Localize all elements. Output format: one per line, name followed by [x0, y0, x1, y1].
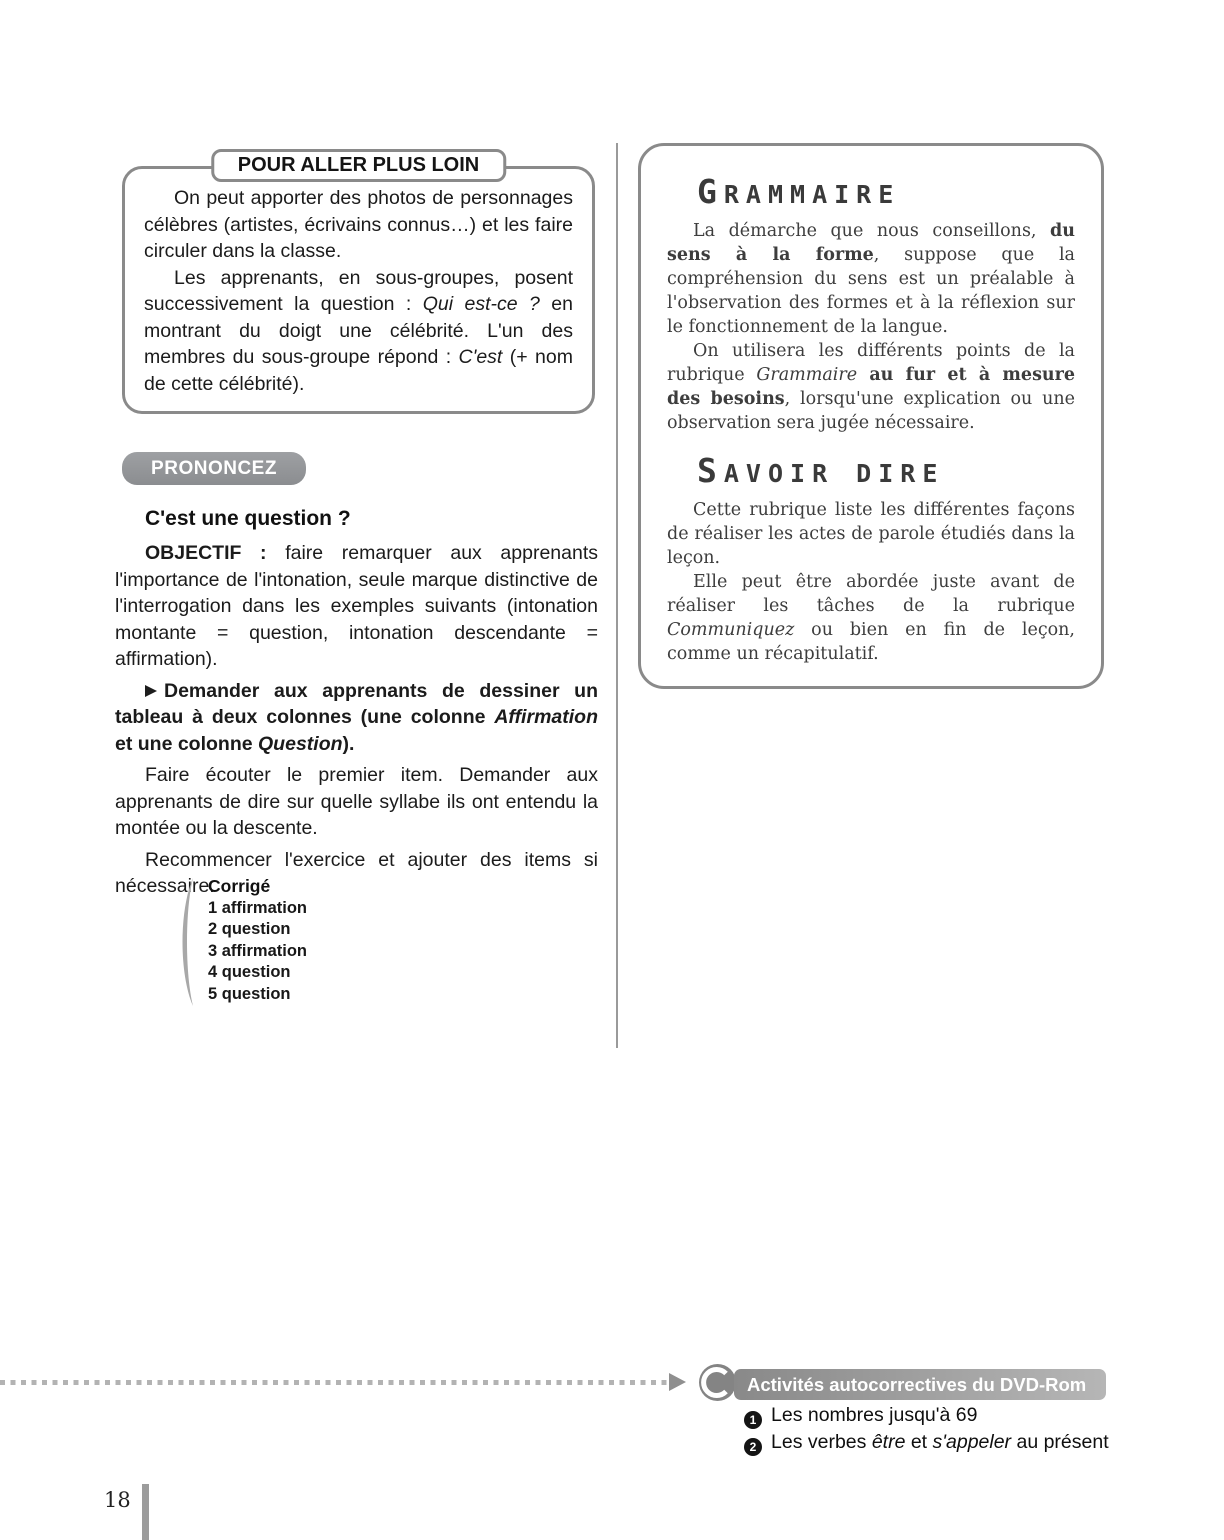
text-run-bold: Demander aux apprenants de dessiner un tableau à deux colonnes (une colonne: [115, 679, 598, 728]
objectif-label: OBJECTIF :: [145, 542, 267, 564]
text-run-bold: ).: [342, 732, 355, 755]
callout-paragraph-1: [144, 185, 573, 265]
objectif-paragraph: [115, 540, 598, 673]
heading-rest: RAMMAIRE: [723, 180, 901, 209]
dvd-activities-banner: Activités autocorrectives du DVD-Rom: [734, 1369, 1106, 1400]
grammaire-savoir-dire-box: [638, 143, 1104, 689]
corrige-swash-icon: [176, 876, 200, 1008]
page-number: 18: [104, 1488, 131, 1512]
corrige-block: [176, 876, 307, 1008]
text-run-italic: être: [871, 1431, 906, 1453]
paragraph-faire-ecouter: [115, 762, 598, 842]
heading-rest: AVOIR DIRE: [723, 459, 945, 488]
savoir-dire-paragraph-2: [667, 570, 1075, 666]
prononcez-badge: PRONONCEZ: [122, 452, 306, 485]
grammaire-heading: [697, 172, 1075, 211]
leader-arrow-icon: [669, 1373, 686, 1391]
text-run-italic: Communiquez: [667, 620, 795, 640]
text-run-bold-italic: Affirmation: [494, 706, 598, 728]
corrige-item: 2 question: [208, 920, 291, 938]
callout-paragraph-2: [144, 265, 573, 398]
text-run-bold: et une colonne: [115, 732, 259, 755]
text-run: Les apprenants, en sous-groupes, posent successivement la question :: [144, 266, 573, 315]
dotted-leader-line: [0, 1380, 668, 1385]
text-run: et: [905, 1431, 933, 1453]
arrow-bullet-icon: [145, 685, 157, 697]
dvd-activity-item: [744, 1431, 1109, 1456]
text-run-italic: C'est: [458, 346, 503, 368]
dvd-disc-icon: [698, 1363, 737, 1402]
corrige-item: 1 affirmation: [208, 898, 308, 917]
text-run-italic: Grammaire: [756, 365, 858, 385]
text-run: Elle peut être abordée juste avant de réaliser les tâches de la rubrique: [667, 572, 1075, 616]
pour-aller-plus-loin-box: [122, 154, 595, 414]
text-run: Les nombres jusqu'à 69: [771, 1404, 978, 1426]
text-run-bold: du sens à la forme: [667, 221, 1075, 265]
corrige-item: 4 question: [208, 963, 291, 981]
text-run: faire remarquer aux apprenants l'importance de l'intonation, seule marque distinctive de l'interrogation dans les exemples suivants (intonation montante = question, intonation descendante = affirmation).: [115, 542, 598, 670]
savoir-dire-paragraph-1: [667, 498, 1075, 570]
grammaire-paragraph-2: [667, 339, 1075, 435]
corrige-item: 3 affirmation: [208, 941, 308, 960]
grammaire-paragraph-1: [667, 219, 1075, 339]
corrige-title: Corrigé: [208, 876, 271, 896]
text-run: , lorsqu'une explication ou une observation sera jugée nécessaire.: [667, 389, 1075, 433]
callout-title: POUR ALLER PLUS LOIN: [211, 149, 506, 182]
text-run: Cette rubrique liste les différentes façons de réaliser les actes de parole étudiés dans la leçon.: [667, 500, 1075, 568]
dvd-activity-item: [744, 1404, 977, 1429]
text-run: en montrant du doigt une célébrité. L'un des membres du sous-groupe répond :: [144, 293, 573, 368]
text-run-italic: s'appeler: [932, 1431, 1012, 1453]
text-run: La démarche que nous conseillons,: [693, 221, 1051, 241]
page-number-bar: [142, 1484, 149, 1540]
text-run: , suppose que la compréhension du sens est un préalable à l'observation des formes et à la réflexion sur le fonctionnement de la langue.: [667, 245, 1075, 337]
text-run-italic: Qui est-ce ?: [422, 293, 540, 315]
heading-initial: G: [697, 172, 724, 211]
text-run: ou bien en fin de leçon, comme un récapitulatif.: [667, 620, 1075, 664]
savoir-dire-heading: [697, 451, 1075, 490]
column-divider: [616, 143, 618, 1048]
left-main-text: [115, 540, 598, 900]
text-run: Les verbes: [771, 1431, 872, 1453]
section-title: C'est une question ?: [145, 507, 351, 530]
numbered-bullet-icon: 2: [744, 1438, 762, 1456]
text-run: On utilisera les différents points de la rubrique: [667, 341, 1075, 385]
text-run-bold: au fur et à mesure des besoins: [667, 365, 1075, 409]
text-run: Faire écouter le premier item. Demander aux apprenants de dire sur quelle syllabe ils ont entendu la montée ou la descente.: [115, 764, 598, 839]
text-run: Recommencer l'exercice et ajouter des items si nécessaire.: [115, 848, 598, 897]
text-run: (+ nom de cette célébrité).: [144, 346, 573, 395]
task-paragraph: [115, 678, 598, 758]
numbered-bullet-icon: 1: [744, 1411, 762, 1429]
text-run: au présent: [1011, 1431, 1109, 1453]
corrige-item: 5 question: [208, 984, 291, 1003]
text-run-bold-italic: Question: [258, 732, 343, 755]
corrige-list: [208, 876, 307, 1005]
text-run: On peut apporter des photos de personnages célèbres (artistes, écrivains connus…) et les faire circuler dans la classe.: [144, 187, 573, 262]
heading-initial: S: [697, 451, 724, 490]
